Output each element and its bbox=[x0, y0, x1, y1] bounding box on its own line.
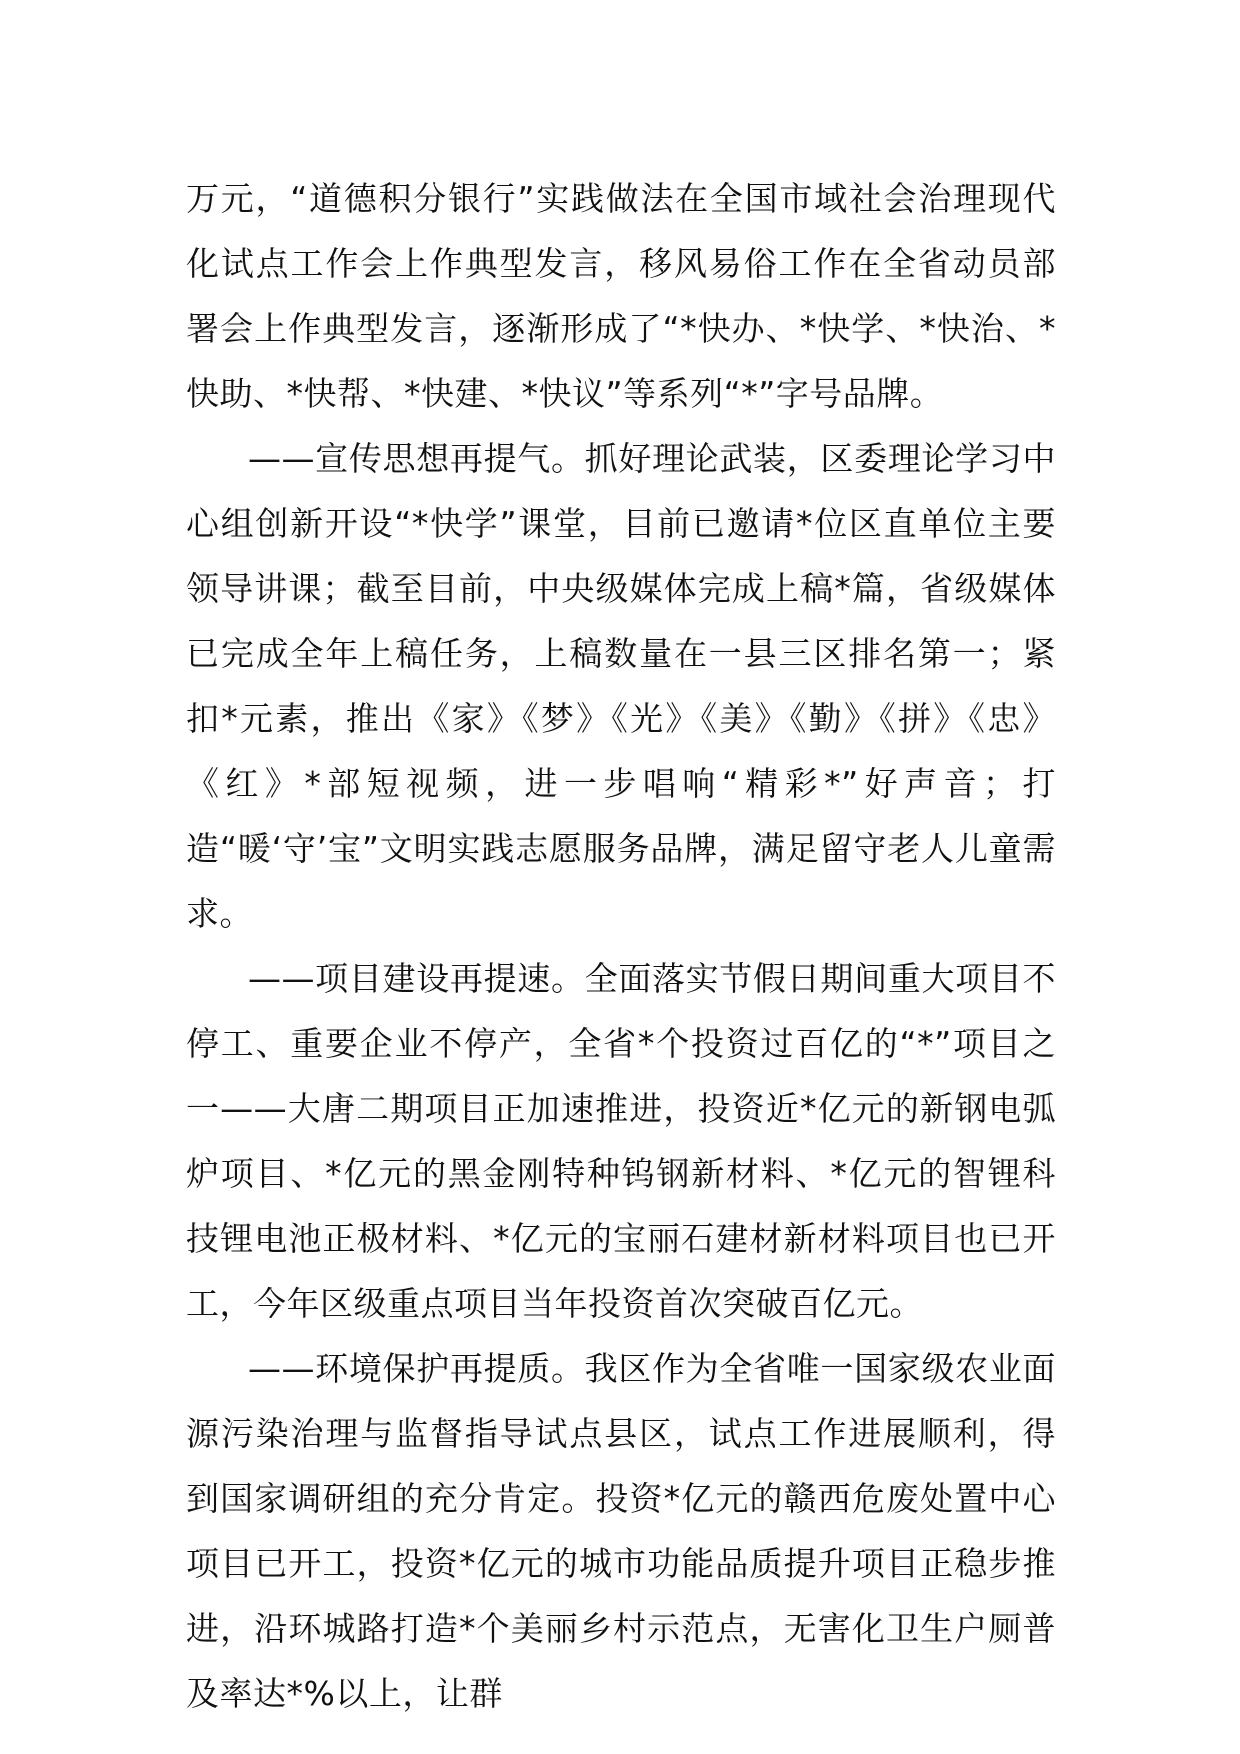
paragraph-publicity: ——宣传思想再提气。抓好理论武装，区委理论学习中心组创新开设“*快学”课堂，目前已邀请*位区直单位主要领导讲课；截至目前，中央级媒体完成上稿*篇，省级媒体已完成全年上稿任务，上稿数量在一县三区排名第一；紧扣*元素，推出《家》《梦》《光》《美》《勤》《拼》《忠》《红》*部短视频，进一步唱响“精彩*”好声音；打造“暖‘守’宝”文明实践志愿服务品牌，满足留守老人儿童需求。 bbox=[186, 439, 1056, 933]
document-body bbox=[186, 166, 1056, 1726]
paragraph-project-construction: ——项目建设再提速。全面落实节假日期间重大项目不停工、重要企业不停产，全省*个投资过百亿的“*”项目之一——大唐二期项目正加速推进，投资近*亿元的新钢电弧炉项目、*亿元的黑金刚特种钨钢新材料、*亿元的智锂科技锂电池正极材料、*亿元的宝丽石建材新材料项目也已开工，今年区级重点项目当年投资首次突破百亿元。 bbox=[186, 959, 1056, 1323]
paragraph-environmental-protection: ——环境保护再提质。我区作为全省唯一国家级农业面源污染治理与监督指导试点县区，试点工作进展顺利，得到国家调研组的充分肯定。投资*亿元的赣西危废处置中心项目已开工，投资*亿元的城市功能品质提升项目正稳步推进，沿环城路打造*个美丽乡村示范点，无害化卫生户厕普及率达*%以上，让群 bbox=[186, 1349, 1056, 1713]
paragraph-brand-summary: 万元，“道德积分银行”实践做法在全国市域社会治理现代化试点工作会上作典型发言，移风易俗工作在全省动员部署会上作典型发言，逐渐形成了“*快办、*快学、*快治、*快助、*快帮、*快建、*快议”等系列“*”字号品牌。 bbox=[186, 179, 1056, 413]
